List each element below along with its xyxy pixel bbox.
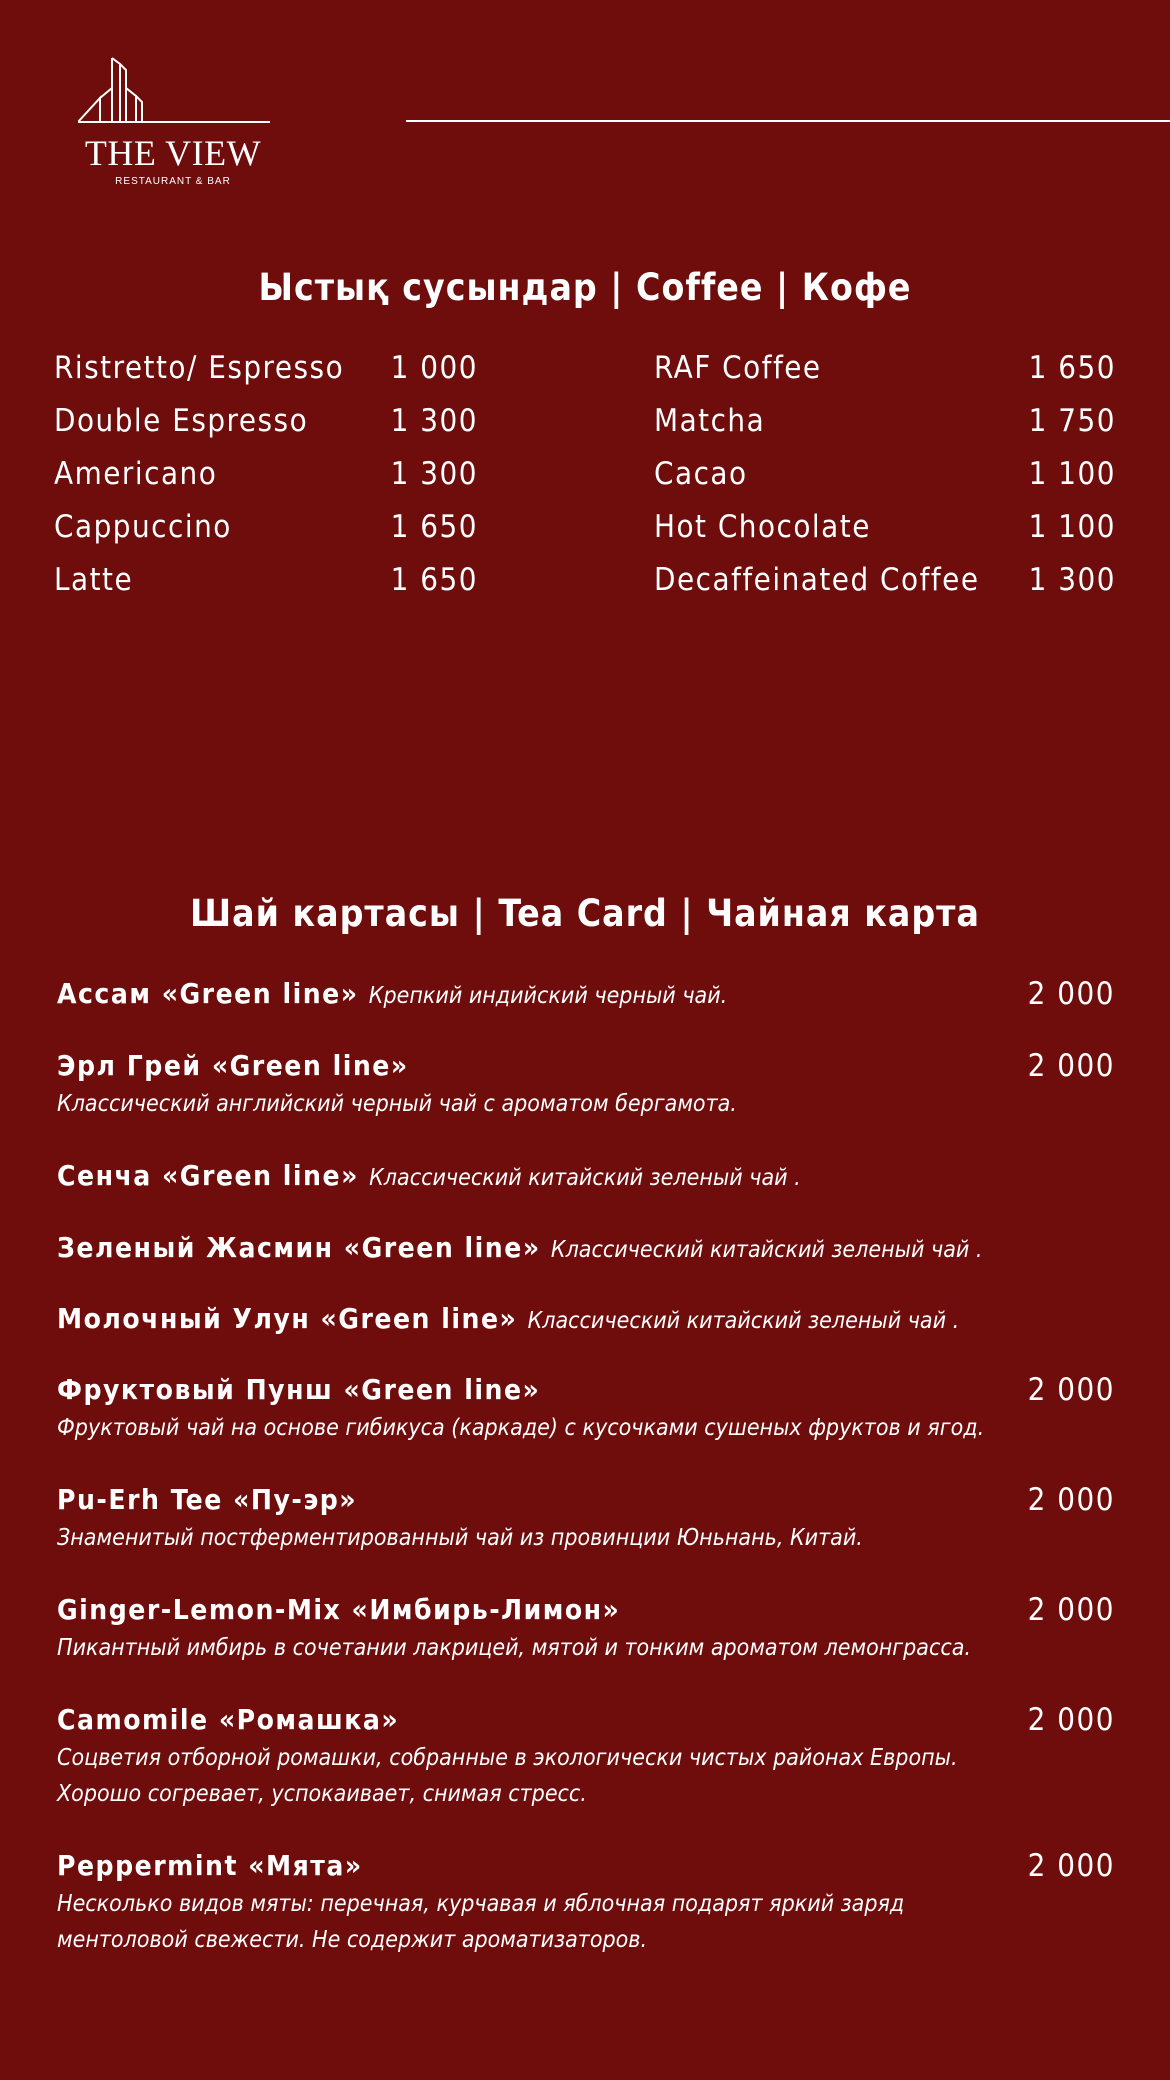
tea-item-description: Несколько видов мяты: перечная, курчавая и яблочная подарят яркий заряд — [57, 1891, 905, 1917]
tea-item-description: Фруктовый чай на основе гибикуса (каркаде) с кусочками сушеных фруктов и ягод. — [57, 1415, 985, 1441]
tea-item — [57, 1228, 1115, 1270]
menu-item-price: 1 650 — [1028, 350, 1116, 386]
tea-item-name: Молочный Улун «Green line» — [57, 1302, 518, 1335]
tea-item-name: Camomile «Ромашка» — [57, 1703, 400, 1736]
menu-item-name: Matcha — [654, 403, 766, 439]
menu-item — [54, 509, 478, 562]
tea-item-price: 2 000 — [1027, 1848, 1115, 1884]
tea-item-name: Peppermint «Мята» — [57, 1849, 363, 1882]
menu-item-name: Americano — [54, 456, 218, 492]
tea-item-price: 2 000 — [1027, 1482, 1115, 1518]
tea-item — [57, 1156, 1115, 1198]
menu-item — [54, 403, 478, 456]
tea-item-name: Ассам «Green line» — [57, 977, 359, 1010]
tea-item-description: Соцветия отборной ромашки, собранные в экологически чистых районах Европы. — [57, 1745, 958, 1771]
menu-item — [654, 509, 1116, 562]
coffee-section-title: Ыстық сусындар | Coffee | Кофе — [258, 266, 912, 309]
tea-item-name: Ginger-Lemon-Mix «Имбирь-Лимон» — [57, 1593, 621, 1626]
menu-item-price: 1 100 — [1028, 509, 1116, 545]
brand-subtitle: RESTAURANT & BAR — [115, 176, 231, 187]
menu-item-name: Cacao — [654, 456, 748, 492]
tea-item-price: 2 000 — [1027, 976, 1115, 1012]
logo — [78, 52, 278, 202]
menu-item-name: Double Espresso — [54, 403, 309, 439]
menu-item-name: RAF Coffee — [654, 350, 822, 386]
menu-item-name: Ristretto/ Espresso — [54, 350, 345, 386]
tea-item-name: Сенча «Green line» — [57, 1159, 359, 1192]
tea-item-description: Классический китайский зеленый чай . — [369, 1165, 801, 1191]
tea-item — [57, 1590, 1115, 1666]
tea-item-description: Классический китайский зеленый чай . — [550, 1237, 983, 1263]
tea-item-description: Крепкий индийский черный чай. — [368, 983, 728, 1009]
tea-item-name: Pu-Erh Tee «Пу-эр» — [57, 1483, 358, 1516]
tea-item-name: Зеленый Жасмин «Green line» — [57, 1231, 541, 1264]
tea-item — [57, 1046, 1115, 1122]
menu-item-price: 1 750 — [1028, 403, 1116, 439]
tea-item — [57, 1846, 1115, 1958]
tea-item-description: Классический китайский зеленый чай . — [527, 1308, 960, 1334]
menu-item-name: Hot Chocolate — [654, 509, 871, 545]
menu-item-price: 1 300 — [390, 403, 478, 439]
menu-item-name: Cappuccino — [54, 509, 232, 545]
tea-item — [57, 1299, 1115, 1341]
menu-item-price: 1 100 — [1028, 456, 1116, 492]
menu-item-price: 1 300 — [390, 456, 478, 492]
menu-item-price: 1 300 — [1028, 562, 1116, 598]
menu-item — [54, 350, 478, 403]
tea-item-price: 2 000 — [1027, 1048, 1115, 1084]
tea-item-name: Фруктовый Пунш «Green line» — [57, 1373, 541, 1406]
menu-item — [54, 562, 478, 615]
menu-item-price: 1 000 — [390, 350, 478, 386]
menu-item-name: Decaffeinated Coffee — [654, 562, 980, 598]
menu-item-name: Latte — [54, 562, 134, 598]
brand-name: THE VIEW — [84, 133, 262, 173]
menu-item — [654, 350, 1116, 403]
menu-item — [654, 562, 1116, 615]
tea-item-name: Эрл Грей «Green line» — [57, 1049, 409, 1082]
tea-item-price: 2 000 — [1027, 1372, 1115, 1408]
tea-item-description-line2: Хорошо согревает, успокаивает, снимая стресс. — [57, 1781, 587, 1807]
tea-item-price: 2 000 — [1027, 1592, 1115, 1628]
menu-item-price: 1 650 — [390, 562, 478, 598]
tea-item — [57, 1370, 1115, 1446]
menu-item-price: 1 650 — [390, 509, 478, 545]
tea-item-description: Знаменитый постферментированный чай из провинции Юньнань, Китай. — [57, 1525, 863, 1551]
tea-item-price: 2 000 — [1027, 1702, 1115, 1738]
tea-item-description: Классический английский черный чай с ароматом бергамота. — [57, 1091, 737, 1117]
tea-section-title: Шай картасы | Tea Card | Чайная карта — [190, 892, 980, 935]
header-divider — [406, 120, 1170, 122]
menu-item — [54, 456, 478, 509]
tea-item-description-line2: ментоловой свежести. Не содержит ароматизаторов. — [57, 1927, 648, 1953]
tea-item — [57, 1480, 1115, 1556]
building-logo-icon — [78, 52, 278, 132]
menu-item — [654, 456, 1116, 509]
menu-item — [654, 403, 1116, 456]
tea-item — [57, 974, 1115, 1016]
tea-item — [57, 1700, 1115, 1812]
tea-item-description: Пикантный имбирь в сочетании лакрицей, мятой и тонким ароматом лемонграсса. — [57, 1635, 971, 1661]
